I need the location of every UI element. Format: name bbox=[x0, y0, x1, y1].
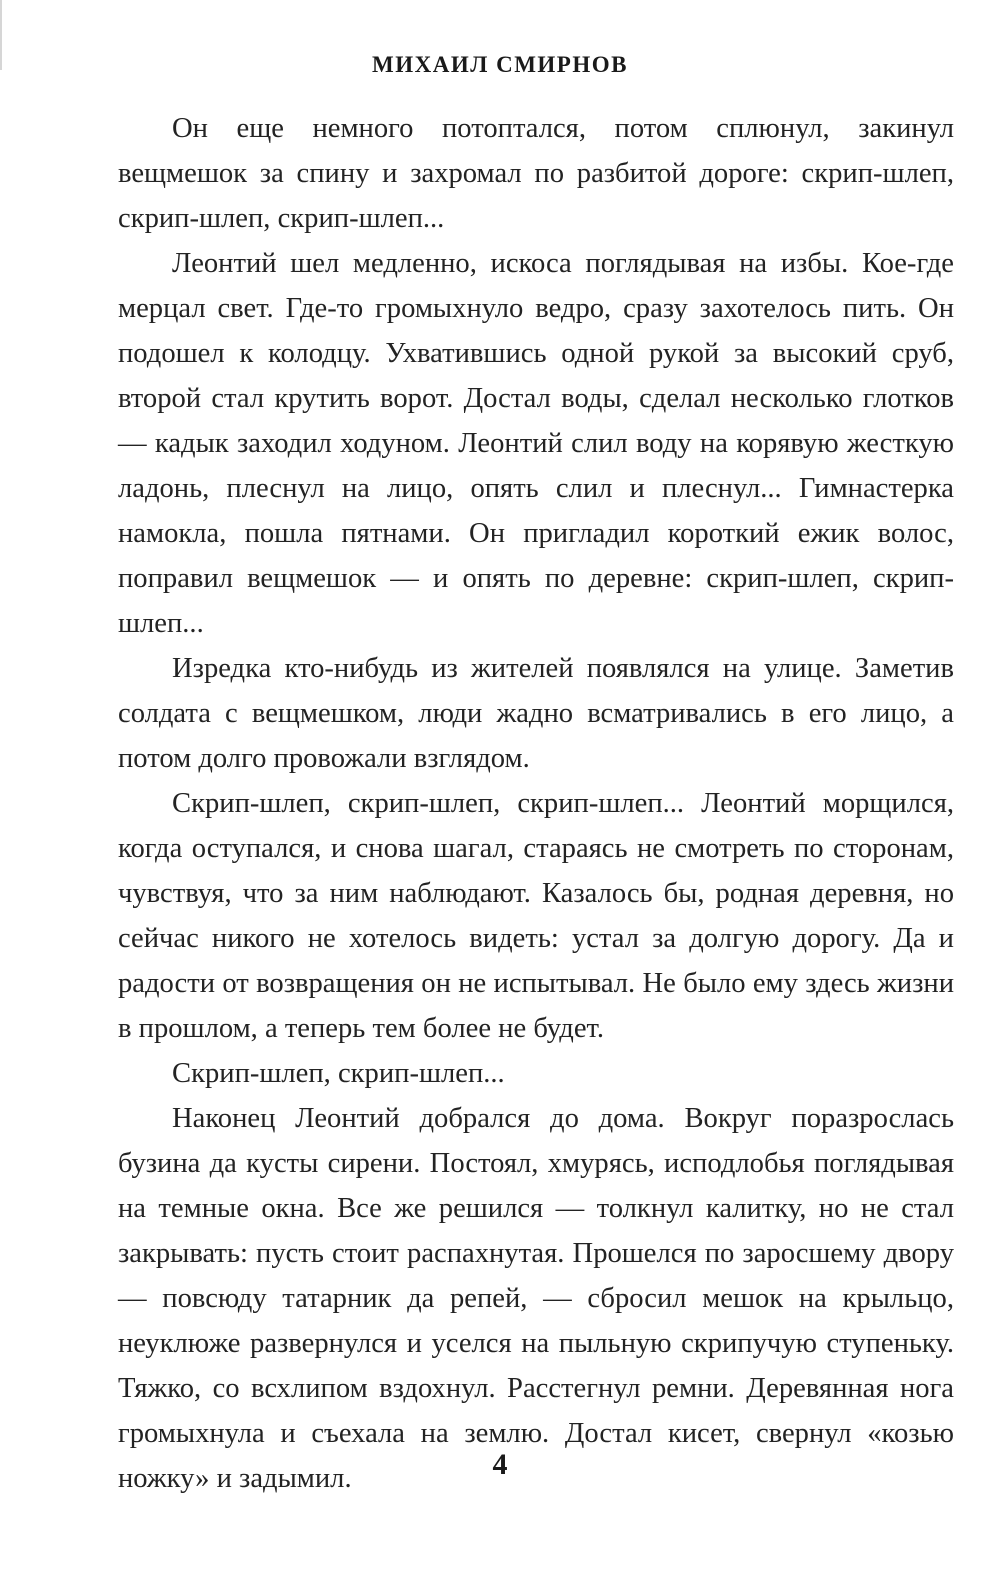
paragraph-1: Он еще немного потоптался, потом сплюнул, закинул вещмешок за спину и захромал по разбитой дороге: скрип-шлеп, скрип-шлеп, скрип-шлеп... bbox=[118, 113, 954, 234]
paragraph-2: Леонтий шел медленно, искоса поглядывая на избы. Кое-где мерцал свет. Где-то громыхнуло ведро, сразу захотелось пить. Он подошел к колодцу. Ухватившись одной рукой за высокий сруб, второй стал крутить ворот. Достал воды, сделал несколько глотков — кадык заходил ходуном. Леонтий слил воду на корявую жесткую ладонь, плеснул на лицо, опять слил и плеснул... Гимнастерка намокла, пошла пятнами. Он пригладил короткий ежик волос, поправил вещмешок — и опять по деревне: скрип-шлеп, скрип-шлеп... bbox=[118, 248, 954, 639]
paragraph-4: Скрип-шлеп, скрип-шлеп, скрип-шлеп... Леонтий морщился, когда оступался, и снова шагал, стараясь не смотреть по сторонам, чувствуя, что за ним наблюдают. Казалось бы, родная деревня, но сейчас никого не хотелось видеть: устал за долгую дорогу. Да и радости от возвращения он не испытывал. Не было ему здесь жизни в прошлом, а теперь тем более не будет. bbox=[118, 788, 954, 1044]
running-head-author: МИХАИЛ СМИРНОВ bbox=[372, 52, 628, 77]
paragraph-3: Изредка кто-нибудь из жителей появлялся на улице. Заметив солдата с вещмешком, люди жадно всматривались в его лицо, а потом долго провожали взглядом. bbox=[118, 653, 954, 774]
page-number: 4 bbox=[492, 1448, 508, 1481]
paragraph-5: Скрип-шлеп, скрип-шлеп... bbox=[172, 1058, 505, 1089]
paragraph-6: Наконец Леонтий добрался до дома. Вокруг поразрослась бузина да кусты сирени. Постоял, хмурясь, исподлобья поглядывая на темные окна. Все же решился — толкнул калитку, но не стал закрывать: пусть стоит распахнутая. Прошелся по заросшему двору — повсюду татарник да репей, — сбросил мешок на крыльцо, неуклюже развернулся и уселся на пыльную скрипучую ступеньку. Тяжко, со всхлипом вздохнул. Расстегнул ремни. Деревянная нога громыхнула и съехала на землю. Достал кисет, свернул «козью ножку» и задымил. bbox=[118, 1103, 954, 1494]
body-text bbox=[118, 106, 954, 1501]
